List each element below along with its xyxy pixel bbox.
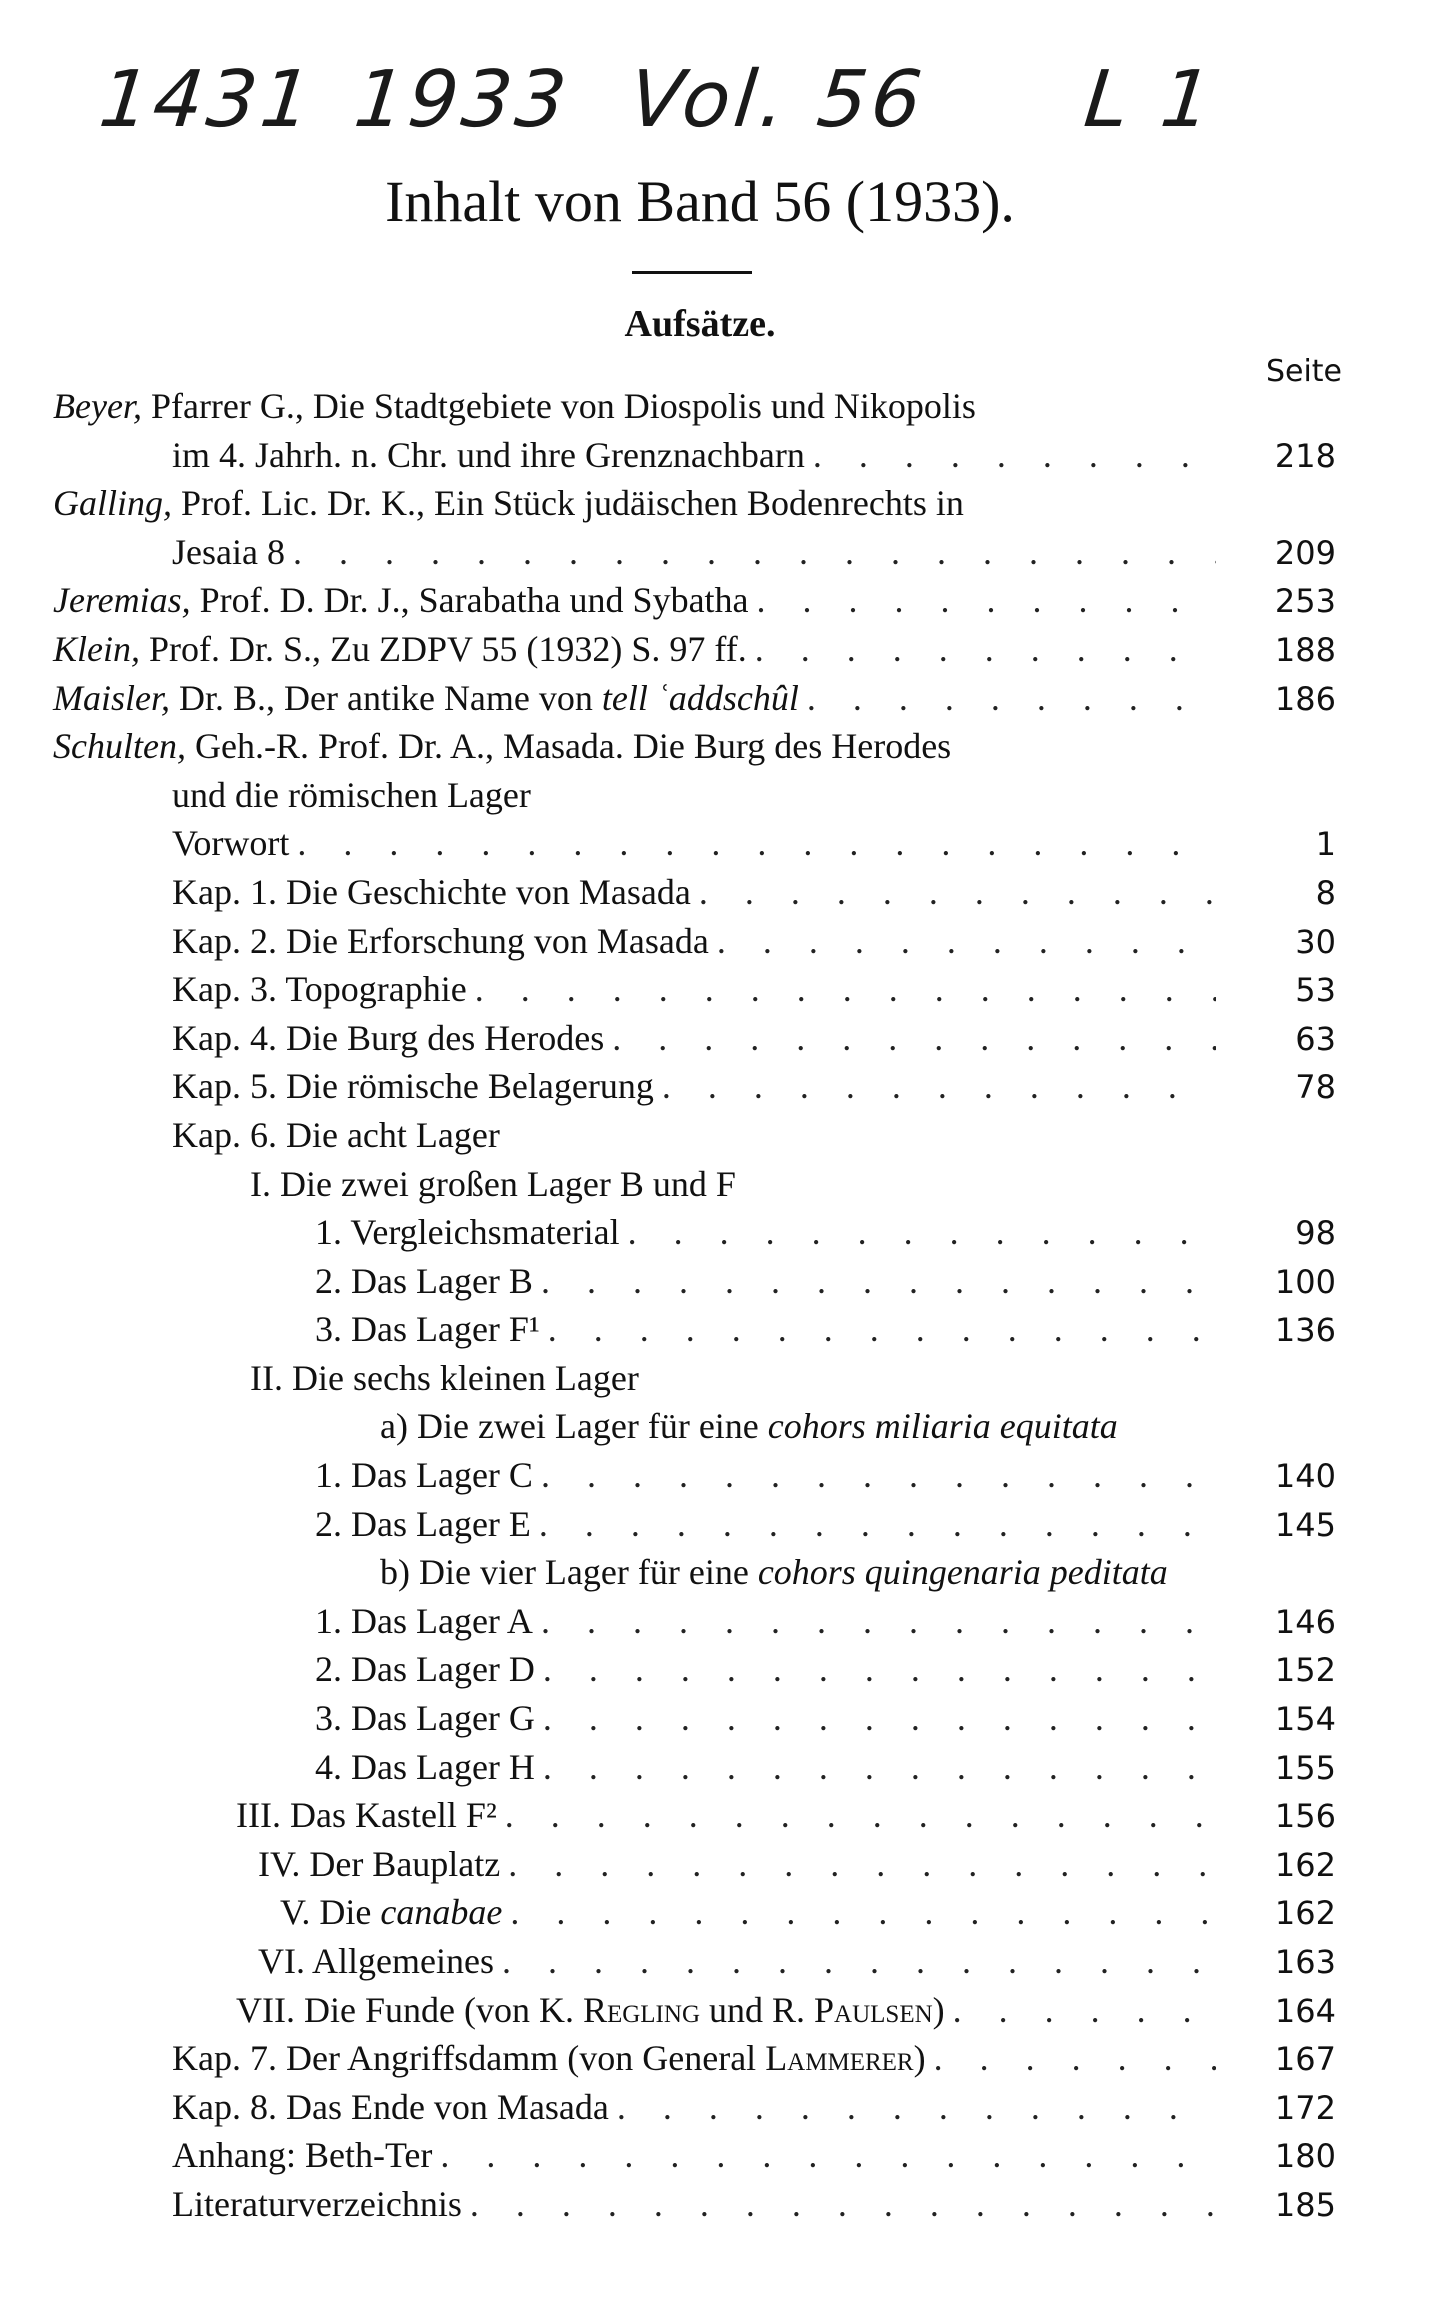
toc-subentry bbox=[0, 868, 1454, 917]
toc-subentry bbox=[0, 1402, 1454, 1451]
toc-subentry bbox=[0, 1791, 1454, 1840]
entry-text: Prof. D. Dr. J., Sarabatha und Sybatha bbox=[199, 580, 749, 621]
leader-dots bbox=[805, 431, 1216, 480]
toc-subentry bbox=[0, 1451, 1454, 1500]
entry-label: Kap. 6. Die acht Lager bbox=[172, 1114, 500, 1155]
author-name: Schulten, bbox=[53, 726, 186, 767]
leader-dots bbox=[502, 1888, 1216, 1937]
contributor-name: R. Paulsen bbox=[772, 1989, 933, 2030]
entry-text bbox=[380, 1402, 1118, 1451]
entry-text: Prof. Lic. Dr. K., Ein Stück judäischen Bodenrechts in bbox=[181, 483, 964, 524]
toc-subentry bbox=[0, 1548, 1454, 1597]
leader-dots bbox=[494, 1937, 1216, 1986]
entry-label: VII. Die Funde (von bbox=[236, 1989, 530, 2030]
author-name: Galling, bbox=[53, 483, 173, 524]
page-number: 53 bbox=[1295, 971, 1336, 1010]
page-number: 253 bbox=[1274, 582, 1336, 621]
entry-text bbox=[258, 1937, 494, 1986]
page-number: 100 bbox=[1274, 1262, 1336, 1301]
page-number: 185 bbox=[1274, 2185, 1336, 2224]
entry-text bbox=[172, 868, 691, 917]
page-number: 152 bbox=[1274, 1651, 1336, 1690]
leader-dots bbox=[945, 1986, 1216, 2035]
leader-dots bbox=[467, 965, 1216, 1014]
contributor-name: Lammerer bbox=[765, 2038, 914, 2079]
page-number: 78 bbox=[1295, 1068, 1336, 1107]
toc-subentry bbox=[0, 1305, 1454, 1354]
toc-entry-klein bbox=[0, 625, 1454, 674]
entry-text bbox=[315, 1694, 535, 1743]
leader-dots bbox=[609, 2083, 1216, 2132]
handwritten-volume: Vol. 56 bbox=[625, 55, 930, 145]
entry-text bbox=[172, 1111, 500, 1160]
toc-subentry bbox=[0, 965, 1454, 1014]
entry-label: 2. Das Lager D bbox=[315, 1649, 535, 1690]
entry-label: II. Die sechs kleinen Lager bbox=[250, 1357, 639, 1398]
toc-subentry bbox=[0, 2034, 1454, 2083]
leader-dots bbox=[285, 528, 1216, 577]
toc-subentry bbox=[0, 1208, 1454, 1257]
leader-dots bbox=[691, 868, 1216, 917]
entry-text bbox=[315, 1451, 533, 1500]
entry-label: Kap. 8. Das Ende von Masada bbox=[172, 2086, 609, 2127]
leader-dots bbox=[432, 2131, 1216, 2180]
entry-label: III. Das Kastell F² bbox=[236, 1795, 497, 1836]
page-number: 172 bbox=[1274, 2088, 1336, 2127]
toc-subentry bbox=[0, 1986, 1454, 2035]
toc-subentry bbox=[0, 1888, 1454, 1937]
toc-entry-continuation bbox=[0, 431, 1454, 480]
handwritten-catalog-number: 1431 bbox=[95, 55, 320, 145]
toc-entry-galling bbox=[0, 479, 1454, 528]
page-column-header: Seite bbox=[1265, 354, 1342, 389]
toc-subentry bbox=[0, 1645, 1454, 1694]
entry-text bbox=[250, 1354, 639, 1403]
entry-text bbox=[315, 1257, 533, 1306]
toc-entry-maisler bbox=[0, 674, 1454, 723]
entry-text: Jesaia 8 bbox=[172, 531, 285, 572]
entry-text bbox=[172, 2034, 926, 2083]
toc-subentry bbox=[0, 2083, 1454, 2132]
entry-label: 1. Das Lager A bbox=[315, 1600, 533, 1641]
toc-entry-continuation bbox=[0, 528, 1454, 577]
entry-text bbox=[315, 1743, 535, 1792]
entry-label: 2. Das Lager E bbox=[315, 1503, 531, 1544]
page-number: 1 bbox=[1315, 825, 1336, 864]
toc-entry-jeremias bbox=[0, 576, 1454, 625]
entry-italic-term: canabae bbox=[380, 1892, 503, 1933]
entry-text bbox=[172, 2131, 432, 2180]
page-title: Inhalt von Band 56 (1933). bbox=[385, 169, 1015, 234]
leader-dots bbox=[533, 1451, 1216, 1500]
toc-entry-schulten bbox=[0, 722, 1454, 771]
toc-subentry bbox=[0, 2131, 1454, 2180]
entry-text bbox=[172, 819, 289, 868]
page-number: 162 bbox=[1274, 1845, 1336, 1884]
toc-entry-continuation bbox=[0, 771, 1454, 820]
toc-subentry bbox=[0, 1694, 1454, 1743]
leader-dots bbox=[535, 1743, 1216, 1792]
page-number: 180 bbox=[1274, 2137, 1336, 2176]
toc-subentry bbox=[0, 1014, 1454, 1063]
entry-label: 3. Das Lager F¹ bbox=[315, 1309, 540, 1350]
entry-text bbox=[315, 1500, 531, 1549]
page-number: 186 bbox=[1274, 679, 1336, 718]
page-number: 30 bbox=[1295, 922, 1336, 961]
leader-dots bbox=[497, 1791, 1216, 1840]
title-divider bbox=[632, 271, 752, 274]
entry-label: b) Die vier Lager für eine bbox=[380, 1552, 749, 1593]
page-number: 155 bbox=[1274, 1748, 1336, 1787]
entry-text bbox=[172, 965, 467, 1014]
leader-dots bbox=[926, 2034, 1216, 2083]
page-number: 136 bbox=[1274, 1311, 1336, 1350]
handwritten-year: 1933 bbox=[350, 55, 575, 145]
toc-subentry bbox=[0, 1111, 1454, 1160]
page-number: 145 bbox=[1274, 1505, 1336, 1544]
toc-subentry bbox=[0, 1500, 1454, 1549]
toc-entry-beyer bbox=[0, 382, 1454, 431]
schulten-chapter-list bbox=[0, 819, 1454, 2228]
page-number: 146 bbox=[1274, 1602, 1336, 1641]
toc-subentry bbox=[0, 1062, 1454, 1111]
entry-text bbox=[315, 1597, 533, 1646]
leader-dots bbox=[535, 1694, 1216, 1743]
entry-label: Kap. 1. Die Geschichte von Masada bbox=[172, 871, 691, 912]
entry-label: Kap. 4. Die Burg des Herodes bbox=[172, 1017, 605, 1058]
section-heading: Aufsätze. bbox=[624, 303, 776, 345]
entry-label: Kap. 3. Topographie bbox=[172, 969, 467, 1010]
entry-label: a) Die zwei Lager für eine bbox=[380, 1406, 759, 1447]
entry-label: VI. Allgemeines bbox=[258, 1941, 494, 1981]
entry-label: Anhang: Beth-Ter bbox=[172, 2135, 433, 2176]
entry-text bbox=[172, 917, 709, 966]
entry-text: Prof. Dr. S., Zu ZDPV 55 (1932) S. 97 ff. bbox=[149, 628, 747, 669]
leader-dots bbox=[654, 1062, 1216, 1111]
author-name: Beyer, bbox=[53, 386, 142, 426]
toc-subentry bbox=[0, 819, 1454, 868]
entry-text bbox=[172, 1014, 604, 1063]
entry-label: V. Die bbox=[280, 1892, 372, 1933]
entry-text bbox=[172, 2083, 609, 2132]
toc-subentry bbox=[0, 2180, 1454, 2229]
leader-dots bbox=[799, 674, 1216, 723]
entry-label: Kap. 2. Die Erforschung von Masada bbox=[172, 920, 709, 961]
entry-punctuation: ) bbox=[913, 2038, 926, 2079]
site-name: tell ʿaddschûl bbox=[601, 677, 799, 718]
author-name: Jeremias, bbox=[53, 580, 191, 621]
entry-label: I. Die zwei großen Lager B und F bbox=[250, 1163, 736, 1204]
leader-dots bbox=[604, 1014, 1216, 1063]
leader-dots bbox=[747, 625, 1216, 674]
entry-text: Pfarrer G., Die Stadtgebiete von Diospolis und Nikopolis bbox=[150, 386, 976, 426]
entry-text bbox=[280, 1888, 502, 1937]
handwritten-shelf-mark: L 1 bbox=[1080, 55, 1220, 145]
author-name: Maisler, bbox=[53, 677, 170, 718]
entry-text bbox=[172, 1062, 654, 1111]
leader-dots bbox=[531, 1500, 1216, 1549]
entry-conjunction: und bbox=[709, 1989, 763, 2030]
entry-text bbox=[172, 2180, 462, 2229]
entry-text bbox=[258, 1840, 500, 1889]
page-number: 154 bbox=[1274, 1700, 1336, 1739]
entry-text: im 4. Jahrh. n. Chr. und ihre Grenznachbarn bbox=[172, 434, 805, 475]
toc-subentry bbox=[0, 1937, 1454, 1986]
toc-subentry bbox=[0, 1354, 1454, 1403]
entry-text: und die römischen Lager bbox=[172, 774, 531, 815]
toc-subentry bbox=[0, 1257, 1454, 1306]
entry-text bbox=[236, 1986, 945, 2035]
toc-subentry bbox=[0, 917, 1454, 966]
leader-dots bbox=[289, 819, 1216, 868]
entry-label: Kap. 7. Der Angriffsdamm (von General bbox=[172, 2038, 757, 2079]
page-number: 209 bbox=[1274, 533, 1336, 572]
entry-punctuation: ) bbox=[932, 1989, 945, 2030]
page-number: 164 bbox=[1274, 1991, 1336, 2030]
entry-text: Geh.-R. Prof. Dr. A., Masada. Die Burg des Herodes bbox=[194, 726, 952, 767]
entry-label: IV. Der Bauplatz bbox=[258, 1843, 501, 1884]
page-number: 167 bbox=[1274, 2040, 1336, 2079]
page-number: 63 bbox=[1295, 1019, 1336, 1058]
page-number: 156 bbox=[1274, 1797, 1336, 1836]
table-of-contents bbox=[0, 382, 1454, 2229]
entry-label: 1. Vergleichsmaterial bbox=[315, 1212, 620, 1253]
page-number: 162 bbox=[1274, 1894, 1336, 1933]
contributor-name: K. Regling bbox=[538, 1989, 700, 2030]
entry-italic-term: cohors quingenaria peditata bbox=[757, 1552, 1168, 1593]
page-number: 8 bbox=[1315, 873, 1336, 912]
entry-label: 2. Das Lager B bbox=[315, 1260, 533, 1301]
leader-dots bbox=[462, 2180, 1216, 2229]
leader-dots bbox=[535, 1645, 1216, 1694]
entry-text bbox=[380, 1548, 1168, 1597]
author-name: Klein, bbox=[53, 628, 140, 669]
entry-label: Kap. 5. Die römische Belagerung bbox=[172, 1066, 654, 1107]
entry-text bbox=[315, 1645, 535, 1694]
entry-text bbox=[236, 1791, 497, 1840]
page-number: 188 bbox=[1274, 630, 1336, 669]
entry-text: Dr. B., Der antike Name von bbox=[179, 677, 593, 718]
leader-dots bbox=[533, 1597, 1216, 1646]
entry-text bbox=[250, 1160, 736, 1209]
entry-label: 3. Das Lager G bbox=[315, 1698, 535, 1739]
leader-dots bbox=[533, 1257, 1216, 1306]
entry-italic-term: cohors miliaria equitata bbox=[767, 1406, 1118, 1447]
toc-subentry bbox=[0, 1840, 1454, 1889]
entry-label: 4. Das Lager H bbox=[315, 1746, 535, 1787]
leader-dots bbox=[749, 576, 1216, 625]
toc-subentry bbox=[0, 1160, 1454, 1209]
leader-dots bbox=[620, 1208, 1216, 1257]
page-number: 140 bbox=[1274, 1457, 1336, 1496]
entry-label: Vorwort bbox=[172, 823, 290, 864]
entry-text bbox=[315, 1305, 540, 1354]
leader-dots bbox=[709, 917, 1216, 966]
leader-dots bbox=[540, 1305, 1216, 1354]
toc-subentry bbox=[0, 1743, 1454, 1792]
entry-label: 1. Das Lager C bbox=[315, 1455, 533, 1496]
page-number: 163 bbox=[1274, 1943, 1336, 1981]
toc-subentry bbox=[0, 1597, 1454, 1646]
leader-dots bbox=[500, 1840, 1216, 1889]
entry-text bbox=[315, 1208, 620, 1257]
page-number: 98 bbox=[1295, 1214, 1336, 1253]
entry-label: Literaturverzeichnis bbox=[172, 2183, 462, 2224]
page-number: 218 bbox=[1274, 436, 1336, 475]
